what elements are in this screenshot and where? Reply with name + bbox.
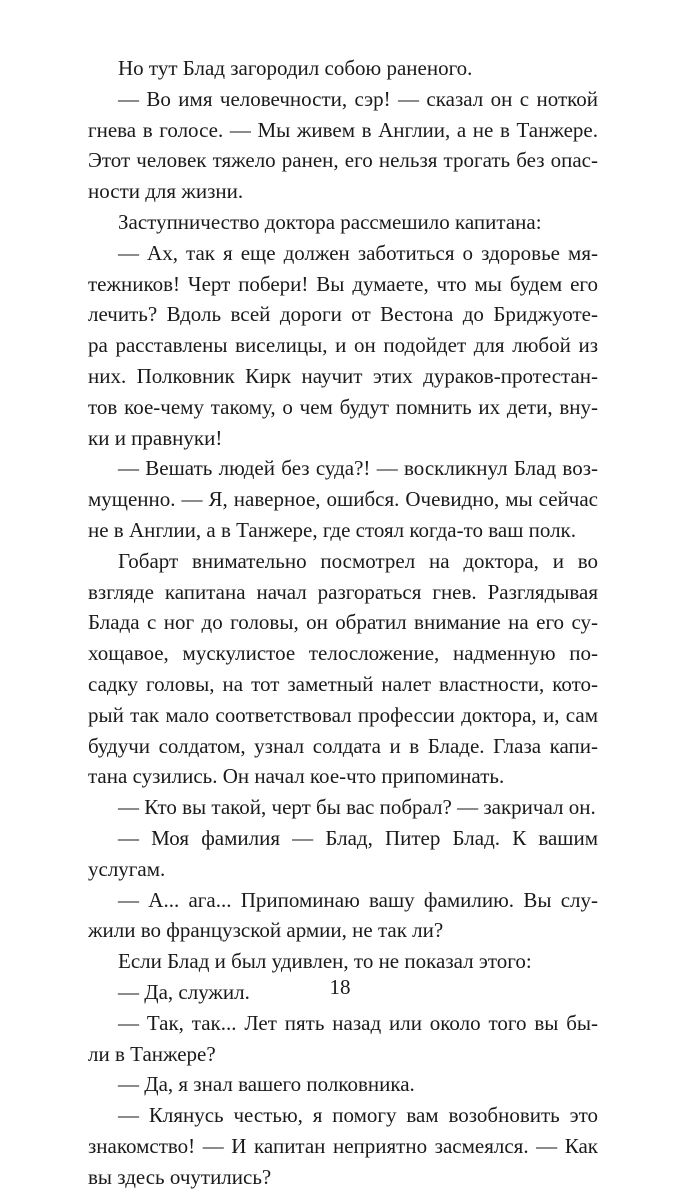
- text-line: мущенно. — Я, наверное, ошибся. Очевидно, мы сейчас: [88, 487, 598, 512]
- text-line: Если Блад и был удивлен, то не показал этого:: [118, 949, 532, 974]
- text-line: Этот человек тяжело ранен, его нельзя трогать без опас-: [88, 148, 598, 173]
- text-line: тана сузились. Он начал кое-что припоминать.: [88, 764, 505, 789]
- text-line: не в Англии, а в Танжере, где стоял когда-то ваш полк.: [88, 517, 577, 542]
- body-text: [88, 53, 598, 1192]
- text-line: — А... ага... Припоминаю вашу фамилию. Вы слу-: [118, 887, 598, 912]
- text-line: Заступничество доктора рассмешило капитана:: [118, 209, 542, 234]
- text-line: вы здесь очутились?: [88, 1164, 272, 1189]
- text-line: взгляде капитана начал разгораться гнев. Разглядывая: [88, 579, 598, 604]
- text-line: — Да, служил.: [118, 979, 250, 1004]
- text-line: лечить? Вдоль всей дороги от Вестона до Бриджуоте-: [88, 302, 598, 327]
- text-line: Гобарт внимательно посмотрел на доктора, и во: [118, 548, 598, 573]
- text-line: них. Полковник Кирк научит этих дураков-протестан-: [88, 363, 598, 388]
- text-line: ли в Танжере?: [88, 1041, 216, 1066]
- text-line: хощавое, мускулистое телосложение, надменную по-: [88, 641, 598, 666]
- page-number: 18: [329, 975, 351, 999]
- text-line: жили во французской армии, не так ли?: [88, 918, 444, 943]
- text-line: будучи солдатом, узнал солдата и в Бладе. Глаза капи-: [88, 733, 598, 758]
- text-line: — Клянусь честью, я помогу вам возобновить это: [118, 1103, 598, 1128]
- text-line: рый так мало соответствовал профессии доктора, и, сам: [88, 702, 598, 727]
- text-line: — Кто вы такой, черт бы вас побрал? — закричал он.: [118, 795, 596, 820]
- text-line: ки и правнуки!: [88, 425, 223, 450]
- text-line: знакомство! — И капитан неприятно засмеялся. — Как: [88, 1133, 598, 1158]
- text-line: ности для жизни.: [88, 179, 244, 204]
- text-line: гнева в голосе. — Мы живем в Англии, а не в Танжере.: [88, 117, 598, 142]
- text-line: — Так, так... Лет пять назад или около того вы бы-: [118, 1010, 598, 1035]
- text-line: — Да, я знал вашего полковника.: [118, 1072, 415, 1097]
- text-line: — Во имя человечности, сэр! — сказал он с ноткой: [118, 86, 598, 111]
- text-line: Но тут Блад загородил собою раненого.: [118, 56, 473, 80]
- text-line: — Моя фамилия — Блад, Питер Блад. К вашим: [118, 825, 598, 850]
- text-line: тов кое-чему такому, о чем будут помнить их дети, вну-: [88, 394, 598, 419]
- text-line: тежников! Черт побери! Вы думаете, что мы будем его: [88, 271, 598, 296]
- text-line: ра расставлены виселицы, и он подойдет для любой из: [88, 333, 598, 358]
- text-line: услугам.: [88, 856, 166, 881]
- text-line: садку головы, на тот заметный налет властности, кото-: [88, 671, 598, 696]
- text-line: — Вешать людей без суда?! — воскликнул Блад воз-: [118, 456, 598, 481]
- text-line: — Ах, так я еще должен заботиться о здоровье мя-: [118, 240, 598, 265]
- text-line: Блада с ног до головы, он обратил внимание на его су-: [88, 610, 598, 635]
